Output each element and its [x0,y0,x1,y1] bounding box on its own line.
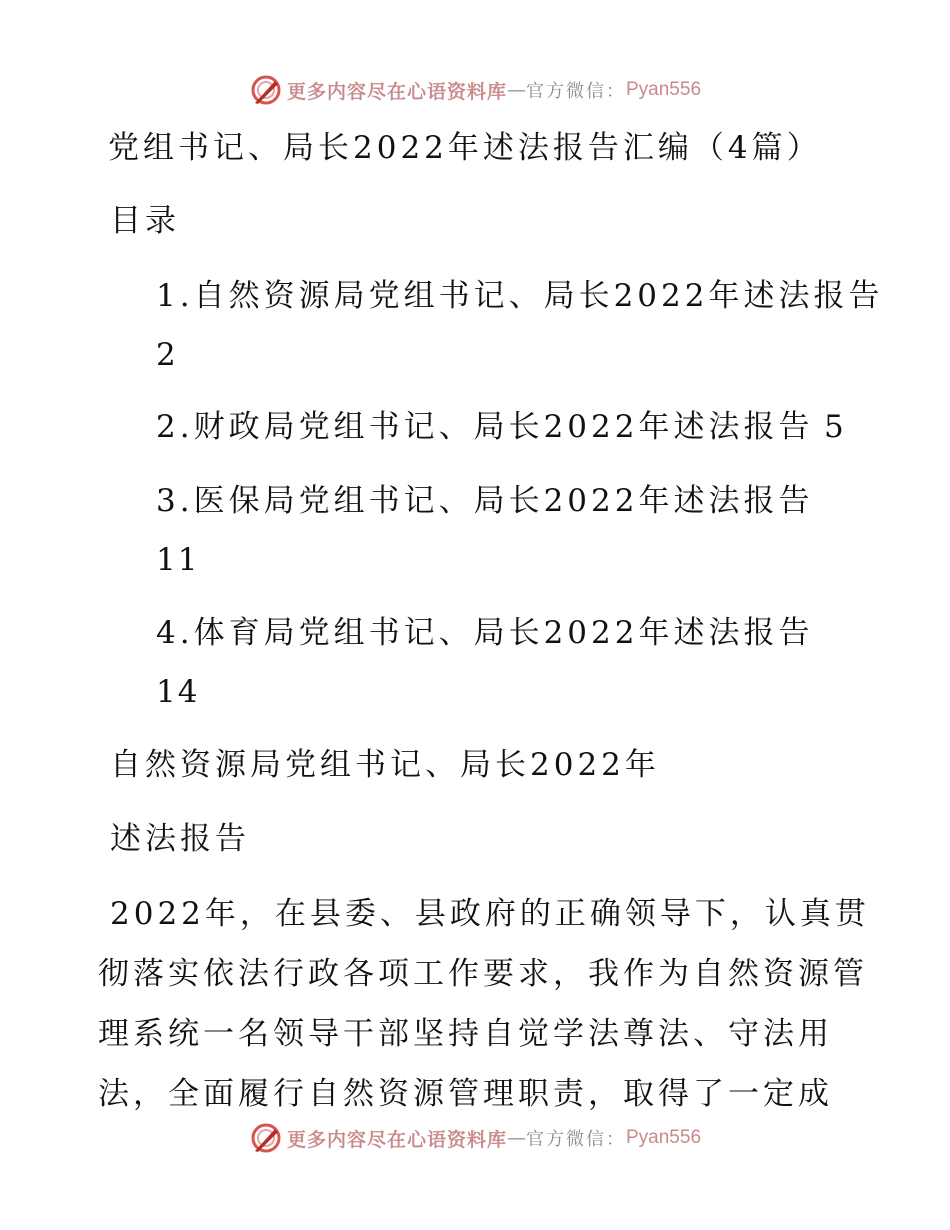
toc-item-1-page[interactable]: 2 [156,337,178,373]
section-title-line-1: 自然资源局党组书记、局长2022年 [110,747,660,783]
toc-item-2-page[interactable]: 5 [824,409,846,445]
toc-item-4-label[interactable]: 4.体育局党组书记、局长2022年述法报告 [156,615,814,651]
body-line-2: 彻落实依法行政各项工作要求，我作为自然资源管 [98,956,868,992]
watermark-brand: 更多内容尽在心语资料库 [286,80,507,103]
toc-item-1-label[interactable]: 1.自然资源局党组书记、局长2022年述法报告 [156,278,884,314]
toc-item-4-page[interactable]: 14 [156,674,200,710]
toc-item-3-page[interactable]: 11 [156,542,200,578]
watermark-channel: 官方微信： [526,81,626,102]
body-line-4: 法，全面履行自然资源管理职责，取得了一定成 [98,1076,833,1112]
toc-item-3-label[interactable]: 3.医保局党组书记、局长2022年述法报告 [156,483,814,519]
watermark-account: Pyan556 [626,1127,702,1148]
header-watermark [0,70,950,110]
document-title: 党组书记、局长2022年述法报告汇编（4篇） [108,130,822,166]
body-line-1: 2022年，在县委、县政府的正确领导下，认真贯 [110,896,870,932]
watermark-separator: — [507,79,526,101]
pen-seal-icon [249,1121,283,1155]
body-line-3: 理系统一名领导干部坚持自觉学法尊法、守法用 [98,1016,833,1052]
section-title-line-2: 述法报告 [110,821,250,857]
footer-watermark [0,1118,950,1158]
watermark-brand: 更多内容尽在心语资料库 [286,1128,507,1151]
pen-seal-icon [249,73,283,107]
watermark-channel: 官方微信： [526,1129,626,1150]
watermark-separator: — [507,1127,526,1149]
toc-item-2-label[interactable]: 2.财政局党组书记、局长2022年述法报告 [156,409,814,445]
toc-heading: 目录 [110,203,180,239]
watermark-account: Pyan556 [626,79,702,100]
